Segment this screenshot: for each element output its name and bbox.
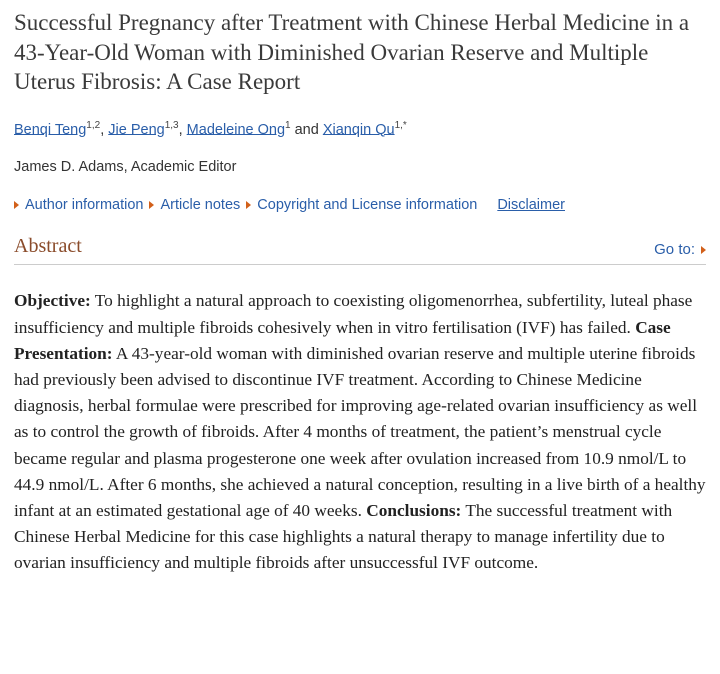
goto-menu[interactable] bbox=[654, 241, 706, 258]
author-separator: and bbox=[290, 121, 323, 138]
author-information-toggle[interactable] bbox=[14, 197, 143, 213]
objective-text: To highlight a natural approach to coexisting oligomenorrhea, subfertility, luteal phase insufficiency and multiple fibroids cohesively when in vitro fertilisation (IVF) has failed. bbox=[14, 291, 693, 337]
author-separator: , bbox=[178, 121, 187, 138]
author-affiliation: 1,* bbox=[394, 119, 407, 131]
expand-arrow-icon bbox=[246, 201, 251, 209]
goto-arrow-icon bbox=[701, 246, 706, 254]
article-page bbox=[14, 8, 706, 577]
conclusions-text: The successful treatment with Chinese Herbal Medicine for this case highlights a natural therapy to manage infertility due to ovarian insufficiency and multiple fibroids after unsuccessful IVF outcome. bbox=[14, 500, 673, 573]
copyright-license-label: Copyright and License information bbox=[257, 197, 478, 214]
abstract-section-header bbox=[14, 235, 706, 265]
author-link[interactable]: Jie Peng bbox=[108, 121, 165, 138]
article-notes-label: Article notes bbox=[160, 197, 241, 214]
case-presentation-label: Case Presentation: bbox=[14, 317, 671, 363]
objective-label: Objective: bbox=[14, 291, 91, 311]
author-affiliation: 1,2 bbox=[86, 119, 101, 131]
author-list bbox=[14, 120, 706, 138]
author-link[interactable]: Benqi Teng bbox=[14, 121, 87, 138]
expand-arrow-icon bbox=[14, 201, 19, 209]
author-information-label: Author information bbox=[25, 197, 144, 214]
article-meta-links bbox=[14, 197, 706, 213]
expand-arrow-icon bbox=[149, 201, 154, 209]
author-separator: , bbox=[100, 121, 109, 138]
author-link[interactable]: Xianqin Qu bbox=[322, 121, 395, 138]
article-title: Successful Pregnancy after Treatment with Chinese Herbal Medicine in a 43-Year-Old Woman with Diminished Ovarian Reserve and Multiple Uterus Fibrosis: A Case Report bbox=[14, 10, 690, 94]
article-notes-toggle[interactable] bbox=[149, 197, 240, 213]
abstract-body bbox=[14, 288, 706, 576]
author-link[interactable]: Madeleine Ong bbox=[186, 121, 286, 138]
abstract-heading: Abstract bbox=[14, 235, 82, 258]
author-affiliation: 1,3 bbox=[164, 119, 179, 131]
conclusions-label: Conclusions: bbox=[366, 500, 462, 520]
goto-label: Go to: bbox=[654, 241, 695, 259]
academic-editor: James D. Adams, Academic Editor bbox=[14, 159, 237, 176]
copyright-license-toggle[interactable] bbox=[246, 197, 477, 213]
disclaimer-link[interactable]: Disclaimer bbox=[497, 197, 565, 214]
author-affiliation: 1 bbox=[285, 119, 291, 131]
case-presentation-text: A 43-year-old woman with diminished ovarian reserve and multiple uterine fibroids had previously been advised to discontinue IVF treatment. According to Chinese Medicine diagnosis, herbal formulae were prescribed for improving age-related ovarian insufficiency as well as to control the growth of fibroids. After 4 months of treatment, the patient’s menstrual cycle became regular and plasma progesterone one week after ovulation increased from 10.9 nmol/L to 44.9 nmol/L. After 6 months, she achieved a natural conception, resulting in a live birth of a healthy infant at an estimated gestational age of 40 weeks. bbox=[14, 343, 706, 520]
